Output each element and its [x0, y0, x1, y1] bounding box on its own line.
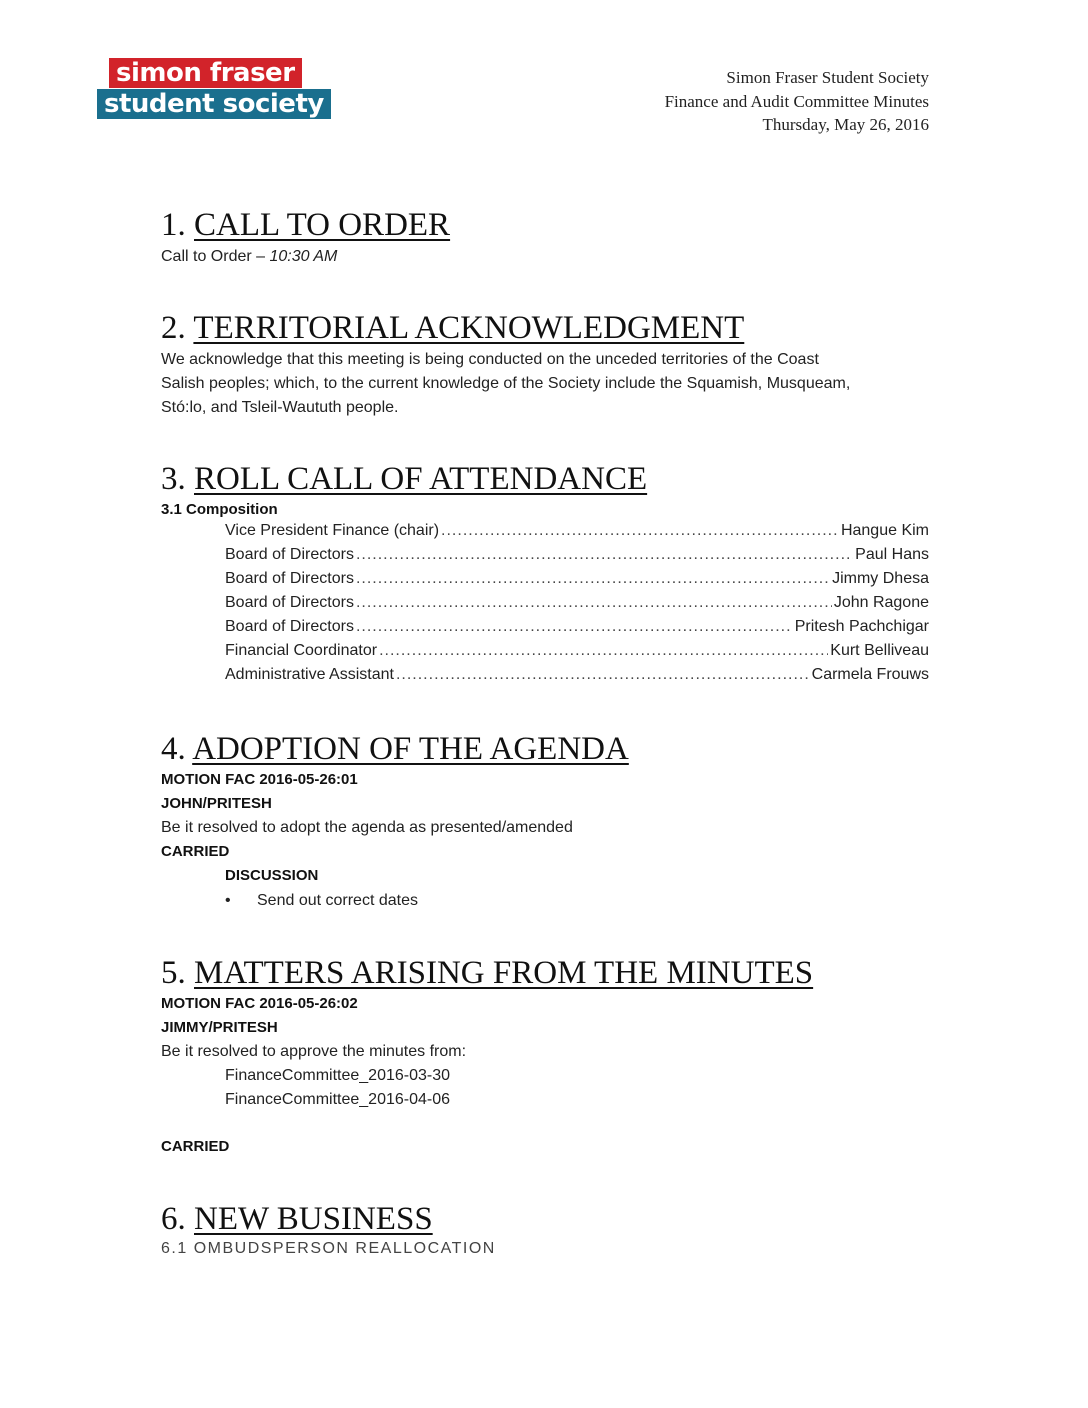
motion-resolution: Be it resolved to adopt the agenda as presented/amended: [161, 819, 573, 836]
section-title: CALL TO ORDER: [194, 207, 451, 243]
leader-dots: [356, 618, 793, 636]
discussion-heading: DISCUSSION: [225, 867, 319, 884]
discussion-bullet: [225, 889, 418, 913]
section-3-heading: [161, 460, 647, 498]
acknowledgment-line-3: Stó:lo, and Tsleil-Waututh people.: [161, 399, 399, 416]
motion-movers: JIMMY/PRITESH: [161, 1019, 278, 1036]
section-number: 3.: [161, 461, 194, 497]
section-number: 1.: [161, 207, 194, 243]
roster-row: [225, 570, 929, 594]
logo-line-1: simon fraser: [109, 58, 302, 88]
new-business-subheading: 6.1 OMBUDSPERSON REALLOCATION: [161, 1240, 496, 1257]
section-title: TERRITORIAL ACKNOWLEDGMENT: [193, 310, 745, 346]
leader-dots: [356, 594, 832, 612]
motion-resolution: Be it resolved to approve the minutes from:: [161, 1043, 467, 1060]
member-name: Kurt Belliveau: [830, 642, 929, 659]
section-title: ADOPTION OF THE AGENDA: [192, 731, 629, 767]
section-title: MATTERS ARISING FROM THE MINUTES: [194, 955, 814, 991]
sfss-logo: [97, 58, 331, 119]
member-name: Pritesh Pachchigar: [794, 618, 929, 635]
member-role: Board of Directors: [225, 618, 354, 635]
call-to-order-text: [161, 245, 337, 269]
leader-dots: [441, 522, 839, 540]
acknowledgment-line-1: We acknowledge that this meeting is being conducted on the unceded territories of the Coast: [161, 351, 819, 368]
member-name: Hangue Kim: [840, 522, 929, 539]
member-role: Administrative Assistant: [225, 666, 394, 683]
motion-movers: JOHN/PRITESH: [161, 795, 272, 812]
motion-result: CARRIED: [161, 1138, 230, 1155]
call-to-order-time: 10:30 AM: [269, 248, 338, 265]
attendance-roster: [225, 522, 929, 690]
section-2-heading: [161, 309, 744, 347]
minutes-item: FinanceCommittee_2016-03-30: [225, 1067, 451, 1084]
section-1-heading: [161, 206, 450, 244]
header-document-title: Finance and Audit Committee Minutes: [664, 91, 929, 111]
section-number: 4.: [161, 731, 193, 767]
roster-row: [225, 618, 929, 642]
member-role: Vice President Finance (chair): [225, 522, 440, 539]
motion-number: MOTION FAC 2016-05-26:01: [161, 771, 358, 788]
leader-dots: [396, 666, 810, 684]
section-title: ROLL CALL OF ATTENDANCE: [194, 461, 648, 497]
header-date: Thursday, May 26, 2016: [762, 115, 929, 134]
composition-subheading: 3.1 Composition: [161, 501, 278, 518]
roster-row: [225, 522, 929, 546]
leader-dots: [356, 570, 830, 588]
member-role: Board of Directors: [225, 594, 354, 611]
minutes-item: FinanceCommittee_2016-04-06: [225, 1091, 451, 1108]
section-number: 2.: [161, 310, 194, 346]
leader-dots: [379, 642, 828, 660]
call-to-order-label: Call to Order –: [161, 248, 270, 265]
roster-row: [225, 594, 929, 618]
roster-row: [225, 546, 929, 570]
section-title: NEW BUSINESS: [194, 1201, 433, 1237]
header-organization: Simon Fraser Student Society: [726, 68, 929, 87]
section-number: 5.: [161, 955, 194, 991]
section-4-heading: [161, 730, 629, 768]
logo-line-2: student society: [97, 89, 331, 119]
bullet-glyph: •: [225, 892, 231, 909]
member-role: Board of Directors: [225, 546, 354, 563]
section-5-heading: [161, 954, 813, 992]
bullet-text: Send out correct dates: [257, 892, 418, 909]
member-role: Board of Directors: [225, 570, 354, 587]
roster-row: [225, 642, 929, 666]
member-name: Jimmy Dhesa: [832, 570, 929, 587]
motion-number: MOTION FAC 2016-05-26:02: [161, 995, 358, 1012]
member-name: Carmela Frouws: [811, 666, 929, 683]
roster-row: [225, 666, 929, 690]
member-name: John Ragone: [833, 594, 929, 611]
leader-dots: [356, 546, 853, 564]
motion-result: CARRIED: [161, 843, 230, 860]
member-role: Financial Coordinator: [225, 642, 378, 659]
acknowledgment-line-2: Salish peoples; which, to the current knowledge of the Society include the Squamish, Musqueam,: [161, 375, 851, 392]
document-header: [665, 66, 929, 137]
section-number: 6.: [161, 1201, 194, 1237]
member-name: Paul Hans: [855, 546, 929, 563]
section-6-heading: [161, 1200, 433, 1238]
